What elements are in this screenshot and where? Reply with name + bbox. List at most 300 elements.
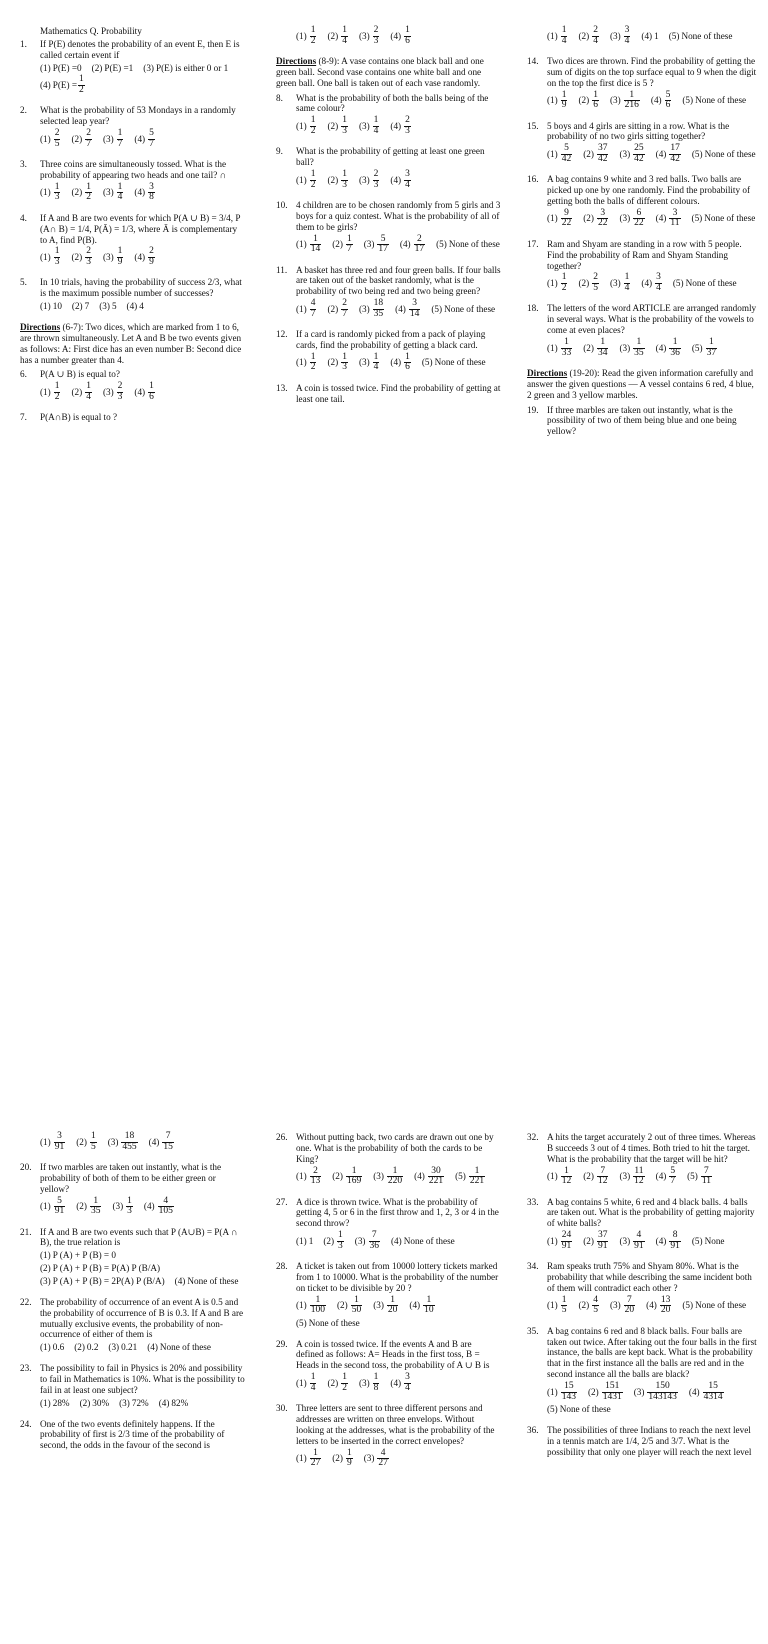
fraction-numerator: 5 <box>380 233 386 244</box>
option <box>71 183 92 203</box>
option-text: P (A) + P (B) = 2P(A) P (B/A) <box>52 1276 165 1287</box>
question-body <box>40 1297 245 1353</box>
option-label: (4) <box>655 1171 667 1182</box>
option <box>40 1132 66 1152</box>
fraction-numerator: 3 <box>149 181 154 192</box>
option-label: (4) <box>40 80 51 90</box>
fraction <box>346 1449 353 1469</box>
option <box>72 301 89 312</box>
fraction-denominator: 100 <box>310 1305 325 1316</box>
option <box>692 213 756 224</box>
fraction <box>592 26 599 46</box>
question-number: 10. <box>276 200 288 211</box>
option-text: None of these <box>681 30 733 41</box>
fraction <box>162 1132 174 1152</box>
fraction-numerator: 5 <box>149 128 154 139</box>
fraction-numerator: 7 <box>704 1165 709 1176</box>
option-text: 30% <box>92 1397 110 1408</box>
question <box>276 265 501 320</box>
directions-label: Directions <box>276 56 317 66</box>
fraction <box>341 26 348 46</box>
option <box>76 1197 102 1217</box>
fraction-denominator: 3 <box>405 125 410 136</box>
option <box>40 183 61 203</box>
question-body <box>296 200 501 255</box>
question <box>20 1132 245 1152</box>
option-label: (3) <box>363 1453 375 1464</box>
option-label: (4) <box>646 1300 657 1311</box>
option-label: (4) <box>143 1201 155 1212</box>
fraction-numerator: 4 <box>636 1230 642 1241</box>
option <box>159 1398 189 1409</box>
option <box>578 26 599 46</box>
fraction <box>341 299 348 319</box>
option-label: (3) <box>609 95 621 106</box>
option <box>547 91 568 111</box>
fraction <box>310 1373 317 1393</box>
question <box>276 1403 501 1468</box>
option <box>364 235 390 255</box>
option-label: (4) <box>641 278 653 289</box>
options-list <box>296 299 501 319</box>
fraction-denominator: 34 <box>597 347 608 358</box>
question-number: 5. <box>20 277 27 288</box>
option-label: (3) <box>40 1276 51 1287</box>
option <box>40 301 62 312</box>
option-label: (1) <box>40 301 51 312</box>
options-list <box>296 1167 501 1187</box>
fraction-denominator: 2 <box>86 192 91 203</box>
option <box>390 1373 411 1393</box>
fraction-numerator: 1 <box>310 115 316 126</box>
question-stem: The possibility to fail in Physics is 20% and possibility to fail in Mathematics is 10%. What is the possibility to fail in at least one subject? <box>40 1363 245 1395</box>
option-label: (1) <box>296 1235 307 1246</box>
option <box>76 1132 97 1152</box>
option-label: (3) <box>102 252 114 263</box>
fraction <box>85 129 92 149</box>
fraction <box>148 183 155 203</box>
fraction-numerator: 7 <box>371 1230 377 1241</box>
question-stem: A coin is tossed twice. If the events A and B are defined as follows: A= Heads in the first toss, B = Heads in the second toss, the probability of A ∪ B is <box>296 1338 490 1371</box>
option <box>687 1167 713 1187</box>
option <box>359 26 380 46</box>
option <box>40 1197 66 1217</box>
fraction-numerator: 1 <box>310 25 316 35</box>
fraction-denominator: 7 <box>310 308 316 319</box>
fraction <box>341 1373 348 1393</box>
question <box>527 1197 757 1252</box>
question-stem: A basket has three red and four green balls. If four balls are taken out of the basket randomly, what is the probability of two being red and two being green? <box>296 264 501 297</box>
fraction-numerator: 1 <box>310 351 316 362</box>
option <box>40 75 86 95</box>
option-text: 10 <box>52 301 62 312</box>
option-label: (4) <box>414 1171 425 1182</box>
option-label: (4) <box>655 1235 667 1246</box>
fraction-denominator: 6 <box>665 100 671 111</box>
option-label: (3) <box>358 174 370 185</box>
question-stem: The letters of the word ARTICLE are arranged randomly in several ways. What is the probability of the vowels to come at even places? <box>547 303 757 336</box>
option-text: P(E) is either 0 or 1 <box>156 62 229 73</box>
question-number: 27. <box>276 1196 288 1207</box>
fraction-numerator: 1 <box>310 169 316 180</box>
question-stem: The probability of occurrence of an event A is 0.5 and the probability of occurrence of B is 0.3. If A and B are mutually exclusive events, the probability of non-occurrence of either of them is <box>40 1296 244 1340</box>
fraction-denominator: 22 <box>561 218 572 229</box>
fraction <box>310 26 317 46</box>
fraction <box>597 144 609 164</box>
options-list <box>296 1296 501 1329</box>
question-number <box>276 26 296 46</box>
fraction-denominator: 5 <box>90 1141 96 1152</box>
fraction-denominator: 143143 <box>648 1391 677 1402</box>
question-body <box>547 1132 757 1187</box>
fraction-numerator: 18 <box>124 1131 135 1141</box>
question <box>20 105 245 149</box>
option-label: (4) <box>391 1235 402 1246</box>
fraction-denominator: 22 <box>634 218 644 229</box>
question-stem: 5 boys and 4 girls are sitting in a row. What is the probability of no two girls sitting together? <box>547 120 730 142</box>
fraction-numerator: 1 <box>629 89 635 100</box>
fraction-denominator: 91 <box>561 1240 572 1251</box>
option-label: (2) <box>91 62 103 73</box>
fraction-numerator: 1 <box>351 1165 357 1176</box>
upper-column-1 <box>20 26 245 538</box>
fraction-numerator: 1 <box>672 337 678 348</box>
fraction-denominator: 22 <box>597 218 608 229</box>
fraction-denominator: 50 <box>351 1305 362 1316</box>
fraction-denominator: 14 <box>310 244 321 255</box>
option-label: (2) <box>327 120 339 131</box>
fraction-denominator: 2 <box>342 1382 347 1393</box>
question <box>276 1197 501 1252</box>
option-text: 28% <box>52 1397 70 1408</box>
question-body <box>40 213 245 268</box>
option <box>40 1263 160 1274</box>
option-label: (2) <box>71 133 83 144</box>
option <box>332 235 353 255</box>
fraction-numerator: 1 <box>373 351 379 362</box>
question-number: 34. <box>527 1261 539 1272</box>
fraction <box>85 382 92 402</box>
fraction-numerator: 2 <box>373 25 379 35</box>
option-label: (3) <box>619 1235 631 1246</box>
option <box>296 299 317 319</box>
fraction-denominator: 9 <box>561 100 567 111</box>
option-label: (3) <box>363 239 375 250</box>
option-label: (1) <box>40 133 51 144</box>
options-list <box>296 26 501 46</box>
fraction-denominator: 7 <box>670 1176 676 1187</box>
question-number: 24. <box>20 1418 32 1429</box>
question-number: 1. <box>20 38 27 49</box>
option-label: (4) <box>650 95 662 106</box>
fraction <box>158 1197 174 1217</box>
fraction <box>310 116 317 136</box>
fraction <box>428 1167 444 1187</box>
fraction <box>373 299 385 319</box>
option-label: (2) <box>578 30 590 41</box>
fraction-numerator: 1 <box>54 381 60 392</box>
question-body <box>296 265 501 320</box>
option-label: (1) <box>547 1386 558 1397</box>
option-label: (5) <box>421 357 433 368</box>
option <box>692 149 756 160</box>
upper-column-3 <box>527 26 757 538</box>
question-body <box>547 121 757 165</box>
option <box>327 1373 348 1393</box>
fraction-denominator: 6 <box>149 391 154 402</box>
question <box>276 1339 501 1394</box>
option-label: (3) <box>119 1397 130 1408</box>
fraction-numerator: 5 <box>57 1195 62 1206</box>
fraction-numerator: 1 <box>392 1165 398 1176</box>
fraction-numerator: 1 <box>373 115 379 126</box>
question <box>20 39 245 96</box>
option-text: None of these <box>434 357 486 368</box>
question-stem: Without putting back, two cards are drawn out one by one. What is the probability of both the cards to be King? <box>296 1132 494 1164</box>
fraction-denominator: 5 <box>561 1305 567 1316</box>
question-number <box>527 26 547 46</box>
question-stem: A bag contains 5 white, 6 red and 4 black balls. 4 balls are taken out. What is the probability of getting majority of white balls? <box>547 1196 755 1229</box>
option <box>134 247 155 267</box>
option-text: None of these <box>444 303 496 314</box>
question-number: 9. <box>276 146 283 157</box>
fraction-denominator: 3 <box>117 391 123 402</box>
fraction <box>310 170 317 190</box>
options-list <box>296 1449 501 1469</box>
fraction-numerator: 6 <box>636 207 642 218</box>
option-label: (4) <box>655 342 667 353</box>
question <box>276 93 501 137</box>
fraction <box>669 1167 676 1187</box>
option <box>619 144 645 164</box>
question-number: 12. <box>276 329 288 340</box>
option <box>332 1449 353 1469</box>
question-number: 26. <box>276 1132 288 1142</box>
option <box>400 235 426 255</box>
question-stem: 4 children are to be chosen randomly from 5 girls and 3 boys for a quiz contest. What is the probability of all of them to be girls? <box>296 200 501 232</box>
fraction-denominator: 35 <box>373 308 384 319</box>
fraction-numerator: 2 <box>593 272 598 283</box>
option <box>583 1167 609 1187</box>
option <box>359 116 380 136</box>
fraction-denominator: 12 <box>561 1176 572 1187</box>
option-label: (1) <box>547 1235 558 1246</box>
question-body <box>40 369 245 402</box>
options-list <box>547 26 757 46</box>
option <box>634 1382 679 1402</box>
question-number: 33. <box>527 1196 539 1207</box>
option <box>610 91 641 111</box>
option-label: (2) <box>583 1171 594 1182</box>
option <box>355 1231 381 1251</box>
fraction-denominator: 3 <box>338 1240 343 1251</box>
option-label: (2) <box>79 1397 91 1408</box>
fraction-denominator: 37 <box>706 347 717 358</box>
fraction-denominator: 9 <box>346 1458 352 1469</box>
option <box>296 170 317 190</box>
option-label: (4) <box>147 1342 158 1353</box>
option <box>646 1296 672 1316</box>
option <box>296 116 317 136</box>
fraction-denominator: 36 <box>670 347 680 358</box>
options-list <box>547 144 757 164</box>
option-label: (2) <box>332 1453 343 1464</box>
fraction-numerator: 1 <box>86 381 91 392</box>
question-body <box>547 56 757 111</box>
fraction <box>660 1296 672 1316</box>
option-label: (4) <box>655 148 667 159</box>
fraction-numerator: 1 <box>315 1294 321 1305</box>
question-stem: Three letters are sent to three different persons and addresses are written on three envelops. Without looking at the addresses, what is the probability of the letters to be inserted in the correct envelopes? <box>296 1403 495 1446</box>
question-number: 2. <box>20 105 27 116</box>
option <box>296 353 317 373</box>
fraction <box>54 129 61 149</box>
fraction <box>561 338 573 358</box>
question-stem: What is the probability of both the balls being of the same colour? <box>296 92 489 114</box>
fraction <box>597 338 609 358</box>
fraction <box>404 353 411 373</box>
fraction-numerator: 3 <box>624 25 630 35</box>
option-label: (4) <box>390 357 402 368</box>
option-label: (3) <box>609 1300 621 1311</box>
question-body <box>40 1227 245 1287</box>
option-label: (1) <box>40 62 51 73</box>
fraction-denominator: 7 <box>117 138 123 149</box>
option <box>373 1296 399 1316</box>
option <box>40 129 61 149</box>
option-label: (3) <box>619 148 631 159</box>
options-list <box>296 1373 501 1393</box>
option <box>431 304 495 315</box>
fraction <box>310 299 317 319</box>
fraction <box>310 235 322 255</box>
option-label: (2) <box>71 252 83 263</box>
question <box>276 1261 501 1328</box>
options-list <box>40 129 245 149</box>
fraction-denominator: 7 <box>149 138 154 149</box>
option <box>656 144 682 164</box>
fraction-numerator: 1 <box>54 246 60 257</box>
options-list <box>547 1167 757 1187</box>
question-number: 35. <box>527 1325 539 1336</box>
fraction <box>647 1382 678 1402</box>
question-stem: A hits the target accurately 2 out of three times. Whereas B succeeds 3 out of 4 times. Both tried to hit the target. What is the probability that the target will be hit? <box>547 1132 756 1164</box>
option-label: (3) <box>619 342 631 353</box>
question-number: 32. <box>527 1132 539 1142</box>
option-text: None of these <box>559 1404 611 1415</box>
question-body <box>40 1363 245 1408</box>
option-text: 7 <box>84 301 90 312</box>
option-label: (2) <box>332 1171 343 1182</box>
options-list <box>40 1398 245 1409</box>
option-label: (2) <box>323 1235 335 1246</box>
fraction-denominator: 91 <box>54 1141 65 1152</box>
option <box>40 1276 165 1287</box>
fraction <box>561 26 568 46</box>
option <box>651 91 672 111</box>
fraction-numerator: 3 <box>412 298 417 309</box>
fraction-denominator: 7 <box>346 244 352 255</box>
option-label: (5) <box>668 30 680 41</box>
fraction-numerator: 1 <box>405 351 410 362</box>
fraction-numerator: 3 <box>57 1131 62 1141</box>
option <box>71 382 92 402</box>
fraction-denominator: 6 <box>405 362 410 373</box>
option-label: (4) <box>390 30 402 41</box>
option-label: (3) <box>373 1300 384 1311</box>
option <box>578 273 599 293</box>
fraction-denominator: 91 <box>634 1240 644 1251</box>
question-body <box>296 329 501 373</box>
question-body <box>40 1419 245 1454</box>
question-number: 13. <box>276 382 288 393</box>
fraction-denominator: 3 <box>342 125 347 136</box>
fraction-numerator: 1 <box>561 272 567 283</box>
question-body <box>296 1403 501 1468</box>
option-text: 4 <box>139 301 144 312</box>
option-label: (5) <box>672 278 684 289</box>
fraction-numerator: 1 <box>86 181 91 192</box>
fraction-numerator: 3 <box>600 207 606 218</box>
fraction <box>373 116 380 136</box>
fraction <box>561 1296 568 1316</box>
question <box>276 383 501 407</box>
fraction-numerator: 1 <box>338 1230 343 1241</box>
option-label: (3) <box>358 1377 370 1388</box>
question-body <box>296 93 501 137</box>
fraction <box>54 183 61 203</box>
option <box>103 247 124 267</box>
question-body <box>296 1132 501 1187</box>
option-label: (1) <box>296 1453 307 1464</box>
option <box>689 1382 725 1402</box>
fraction <box>655 273 662 293</box>
question-body <box>547 1425 757 1460</box>
directions-label: Directions <box>20 322 61 333</box>
fraction-numerator: 1 <box>405 25 410 35</box>
option <box>359 170 380 190</box>
fraction-numerator: 4 <box>593 1294 598 1305</box>
fraction-denominator: 91 <box>597 1240 608 1251</box>
question-body <box>547 1261 757 1316</box>
option <box>692 1236 725 1247</box>
fraction-denominator: 3 <box>54 192 60 203</box>
question-stem: In 10 trials, having the probability of success 2/3, what is the maximum possible number of successes? <box>40 277 242 299</box>
fraction-denominator: 11 <box>670 218 680 229</box>
fraction-numerator: 4 <box>380 1447 386 1458</box>
upper-page <box>0 0 768 512</box>
question-body <box>296 1261 501 1328</box>
fraction-denominator: 9 <box>149 256 154 267</box>
question-number: 28. <box>276 1261 288 1272</box>
fraction-numerator: 1 <box>79 74 84 85</box>
option-label: (1) <box>40 1342 51 1353</box>
fraction <box>90 1132 97 1152</box>
fraction-numerator: 4 <box>163 1195 169 1206</box>
fraction <box>624 26 631 46</box>
option <box>337 1296 363 1316</box>
fraction-denominator: 12 <box>597 1176 608 1187</box>
option-label: (2) <box>583 148 594 159</box>
question-number: 8. <box>276 92 283 103</box>
fraction-numerator: 3 <box>405 169 410 180</box>
fraction <box>117 129 124 149</box>
fraction-denominator: 42 <box>561 153 572 164</box>
fraction-denominator: 8 <box>149 192 154 203</box>
option <box>40 1342 64 1353</box>
fraction-denominator: 3 <box>127 1206 132 1217</box>
question-stem: A coin is tossed twice. Find the probability of getting at least one tail. <box>296 382 501 404</box>
